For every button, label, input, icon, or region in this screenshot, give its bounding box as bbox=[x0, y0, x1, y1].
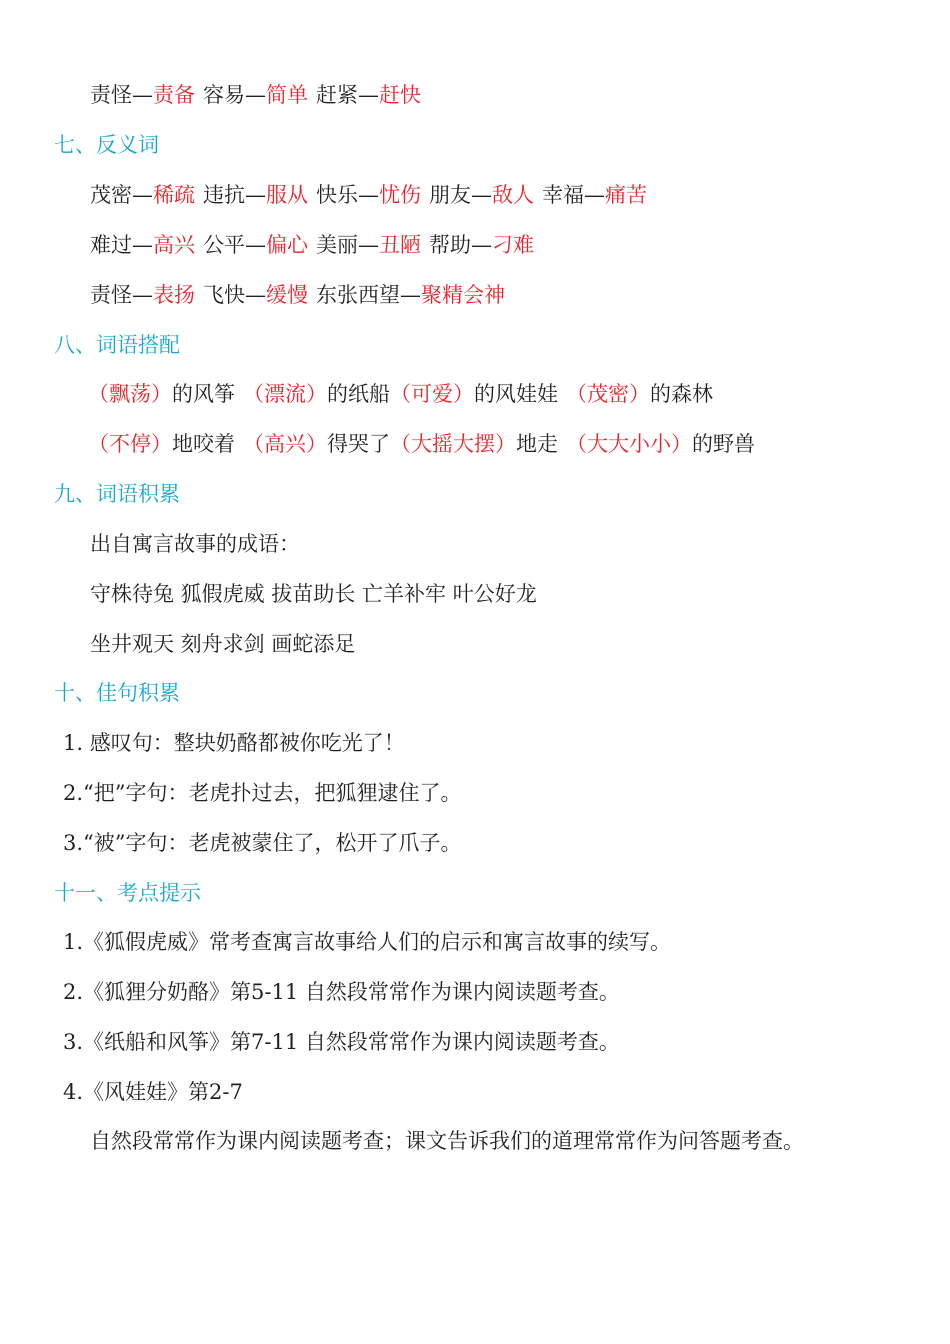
phrase: 地咬着 bbox=[172, 432, 235, 456]
dash: — bbox=[245, 83, 266, 107]
section-heading-antonyms: 七、反义词 bbox=[54, 133, 159, 157]
antonym-row bbox=[90, 231, 534, 259]
sentence-item: 1. 感叹句：整块奶酪都被你吃光了！ bbox=[63, 731, 405, 755]
bracket: （ bbox=[390, 382, 411, 406]
bracket: ） bbox=[306, 382, 327, 406]
word: 帮助 bbox=[429, 233, 471, 257]
dash: — bbox=[132, 183, 153, 207]
section-heading-sentences: 十、佳句积累 bbox=[54, 681, 180, 705]
section-heading-vocabulary: 九、词语积累 bbox=[54, 482, 180, 506]
section-heading-exam-tips: 十一、考点提示 bbox=[54, 881, 201, 905]
phrase: 得哭了 bbox=[327, 432, 390, 456]
bracket: ） bbox=[629, 382, 650, 406]
dash: — bbox=[358, 183, 379, 207]
answer: 刁难 bbox=[492, 233, 534, 257]
bracket: （ bbox=[243, 432, 264, 456]
answer: 高兴 bbox=[264, 432, 306, 456]
exam-tip-item: 1.《狐假虎威》常考查寓言故事给人们的启示和寓言故事的续写。 bbox=[63, 930, 672, 954]
answer: 茂密 bbox=[587, 382, 629, 406]
phrase: 的纸船 bbox=[327, 382, 390, 406]
phrase: 地走 bbox=[516, 432, 558, 456]
phrase: 的森林 bbox=[650, 382, 713, 406]
answer: 表扬 bbox=[153, 283, 195, 307]
answer: 偏心 bbox=[266, 233, 308, 257]
idiom-intro: 出自寓言故事的成语： bbox=[90, 532, 300, 556]
dash: — bbox=[584, 183, 605, 207]
exam-tip-continuation: 自然段常常作为课内阅读题考查；课文告诉我们的道理常常作为问答题考查。 bbox=[90, 1129, 804, 1153]
dash: — bbox=[245, 233, 266, 257]
answer: 敌人 bbox=[492, 183, 534, 207]
word: 茂密 bbox=[90, 183, 132, 207]
answer: 丑陋 bbox=[379, 233, 421, 257]
word: 飞快 bbox=[203, 283, 245, 307]
bracket: ） bbox=[151, 382, 172, 406]
answer: 赶快 bbox=[379, 83, 421, 107]
answer: 聚精会神 bbox=[421, 283, 505, 307]
dash: — bbox=[245, 183, 266, 207]
word: 违抗 bbox=[203, 183, 245, 207]
dash: — bbox=[132, 83, 153, 107]
bracket: （ bbox=[390, 432, 411, 456]
dash: — bbox=[358, 83, 379, 107]
bracket: （ bbox=[566, 382, 587, 406]
dash: — bbox=[245, 283, 266, 307]
word: 美丽 bbox=[316, 233, 358, 257]
dash: — bbox=[132, 233, 153, 257]
idiom-line: 守株待兔 狐假虎威 拔苗助长 亡羊补牢 叶公好龙 bbox=[90, 582, 537, 606]
answer: 不停 bbox=[109, 432, 151, 456]
answer: 缓慢 bbox=[266, 283, 308, 307]
bracket: ） bbox=[495, 432, 516, 456]
answer: 责备 bbox=[153, 83, 195, 107]
word: 朋友 bbox=[429, 183, 471, 207]
bracket: （ bbox=[566, 432, 587, 456]
phrase: 的野兽 bbox=[692, 432, 755, 456]
answer: 稀疏 bbox=[153, 183, 195, 207]
answer: 大大小小 bbox=[587, 432, 671, 456]
sentence-item: 3.“被”字句：老虎被蒙住了，松开了爪子。 bbox=[63, 831, 462, 855]
dash: — bbox=[358, 233, 379, 257]
word: 责怪 bbox=[90, 283, 132, 307]
word: 赶紧 bbox=[316, 83, 358, 107]
word: 东张西望 bbox=[316, 283, 400, 307]
bracket: ） bbox=[453, 382, 474, 406]
synonym-line bbox=[90, 81, 421, 109]
answer: 简单 bbox=[266, 83, 308, 107]
antonym-row bbox=[90, 181, 647, 209]
answer: 忧伤 bbox=[379, 183, 421, 207]
dash: — bbox=[471, 233, 492, 257]
word: 公平 bbox=[203, 233, 245, 257]
bracket: ） bbox=[671, 432, 692, 456]
exam-tip-item: 3.《纸船和风筝》第7-11 自然段常常作为课内阅读题考查。 bbox=[63, 1030, 620, 1054]
dash: — bbox=[400, 283, 421, 307]
bracket: （ bbox=[243, 382, 264, 406]
bracket: ） bbox=[151, 432, 172, 456]
antonym-row bbox=[90, 281, 505, 309]
bracket: （ bbox=[88, 382, 109, 406]
word: 难过 bbox=[90, 233, 132, 257]
collocation-row bbox=[88, 380, 713, 408]
bracket: （ bbox=[88, 432, 109, 456]
word: 责怪 bbox=[90, 83, 132, 107]
answer: 服从 bbox=[266, 183, 308, 207]
word: 幸福 bbox=[542, 183, 584, 207]
dash: — bbox=[471, 183, 492, 207]
answer: 高兴 bbox=[153, 233, 195, 257]
answer: 大摇大摆 bbox=[411, 432, 495, 456]
phrase: 的风娃娃 bbox=[474, 382, 558, 406]
answer: 可爱 bbox=[411, 382, 453, 406]
answer: 漂流 bbox=[264, 382, 306, 406]
word: 快乐 bbox=[316, 183, 358, 207]
dash: — bbox=[132, 283, 153, 307]
idiom-line: 坐井观天 刻舟求剑 画蛇添足 bbox=[90, 632, 356, 656]
sentence-item: 2.“把”字句：老虎扑过去，把狐狸逮住了。 bbox=[63, 781, 462, 805]
word: 容易 bbox=[203, 83, 245, 107]
exam-tip-item: 4.《风娃娃》第2-7 bbox=[63, 1080, 243, 1104]
bracket: ） bbox=[306, 432, 327, 456]
collocation-row bbox=[88, 430, 755, 458]
section-heading-collocation: 八、词语搭配 bbox=[54, 333, 180, 357]
answer: 痛苦 bbox=[605, 183, 647, 207]
phrase: 的风筝 bbox=[172, 382, 235, 406]
answer: 飘荡 bbox=[109, 382, 151, 406]
exam-tip-item: 2.《狐狸分奶酪》第5-11 自然段常常作为课内阅读题考查。 bbox=[63, 980, 620, 1004]
